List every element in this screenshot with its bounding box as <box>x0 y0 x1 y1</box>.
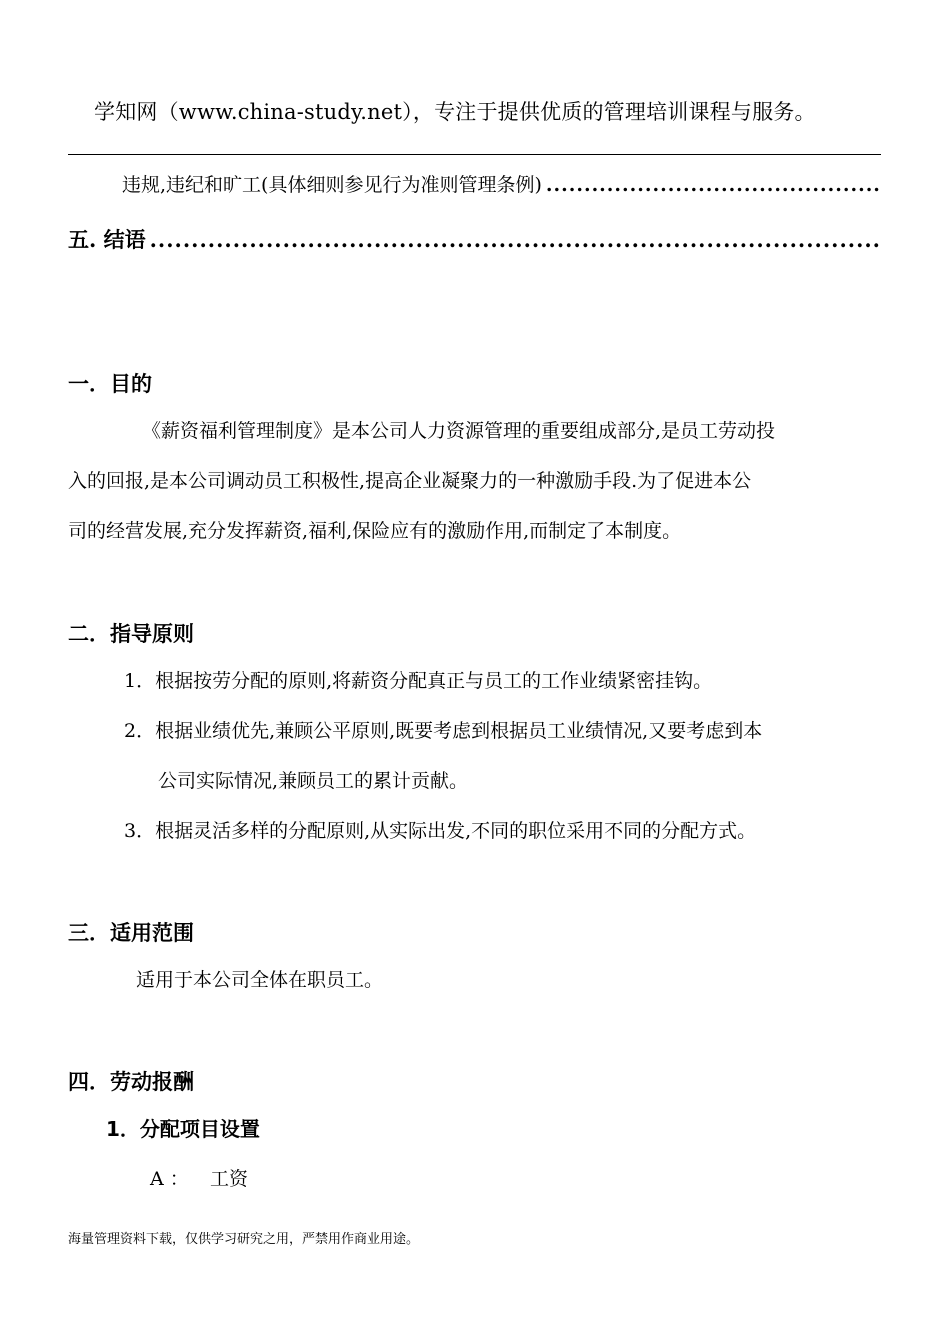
purpose-paragraph-line: 入的回报,是本公司调动员工积极性,提高企业凝聚力的一种激励手段.为了促进本公 <box>68 470 752 492</box>
toc-entry-conclusion[interactable] <box>68 224 881 254</box>
scope-text: 适用于本公司全体在职员工。 <box>136 969 384 991</box>
toc-entry-label: 违规,违纪和旷工(具体细则参见行为准则管理条例) <box>122 174 542 196</box>
principle-item: 2．根据业绩优先,兼顾公平原则,既要考虑到根据员工业绩情况,又要考虑到本 <box>124 720 763 742</box>
site-header-line: 学知网（www.china-study.net），专注于提供优质的管理培训课程与服务。 <box>94 100 816 124</box>
item-text: 工资 <box>210 1168 249 1190</box>
principle-item: 3．根据灵活多样的分配原则,从实际出发,不同的职位采用不同的分配方式。 <box>124 820 757 842</box>
allocation-item-a <box>150 1154 248 1204</box>
toc-entry-label: 五. 结语 <box>68 227 146 252</box>
subsection-heading-allocation: 1．分配项目设置 <box>106 1117 260 1141</box>
purpose-paragraph-line: 《薪资福利管理制度》是本公司人力资源管理的重要组成部分,是员工劳动投 <box>142 420 776 442</box>
principle-item: 1．根据按劳分配的原则,将薪资分配真正与员工的工作业绩紧密挂钩。 <box>124 670 713 692</box>
section-heading-principles: 二．指导原则 <box>68 622 194 646</box>
header-divider <box>68 154 881 155</box>
purpose-paragraph-line: 司的经营发展,充分发挥薪资,福利,保险应有的激励作用,而制定了本制度。 <box>68 520 682 542</box>
toc-dot-leader <box>150 227 881 252</box>
toc-dot-leader <box>546 174 881 196</box>
principle-item-continuation: 公司实际情况,兼顾员工的累计贡献。 <box>158 770 469 792</box>
item-marker: A ： <box>150 1168 189 1190</box>
section-heading-purpose: 一．目的 <box>68 372 152 396</box>
footer-disclaimer: 海量管理资料下载，仅供学习研究之用，严禁用作商业用途。 <box>68 1232 420 1247</box>
section-heading-scope: 三．适用范围 <box>68 921 194 945</box>
toc-entry-violations[interactable] <box>122 170 881 197</box>
section-heading-compensation: 四．劳动报酬 <box>68 1070 194 1094</box>
